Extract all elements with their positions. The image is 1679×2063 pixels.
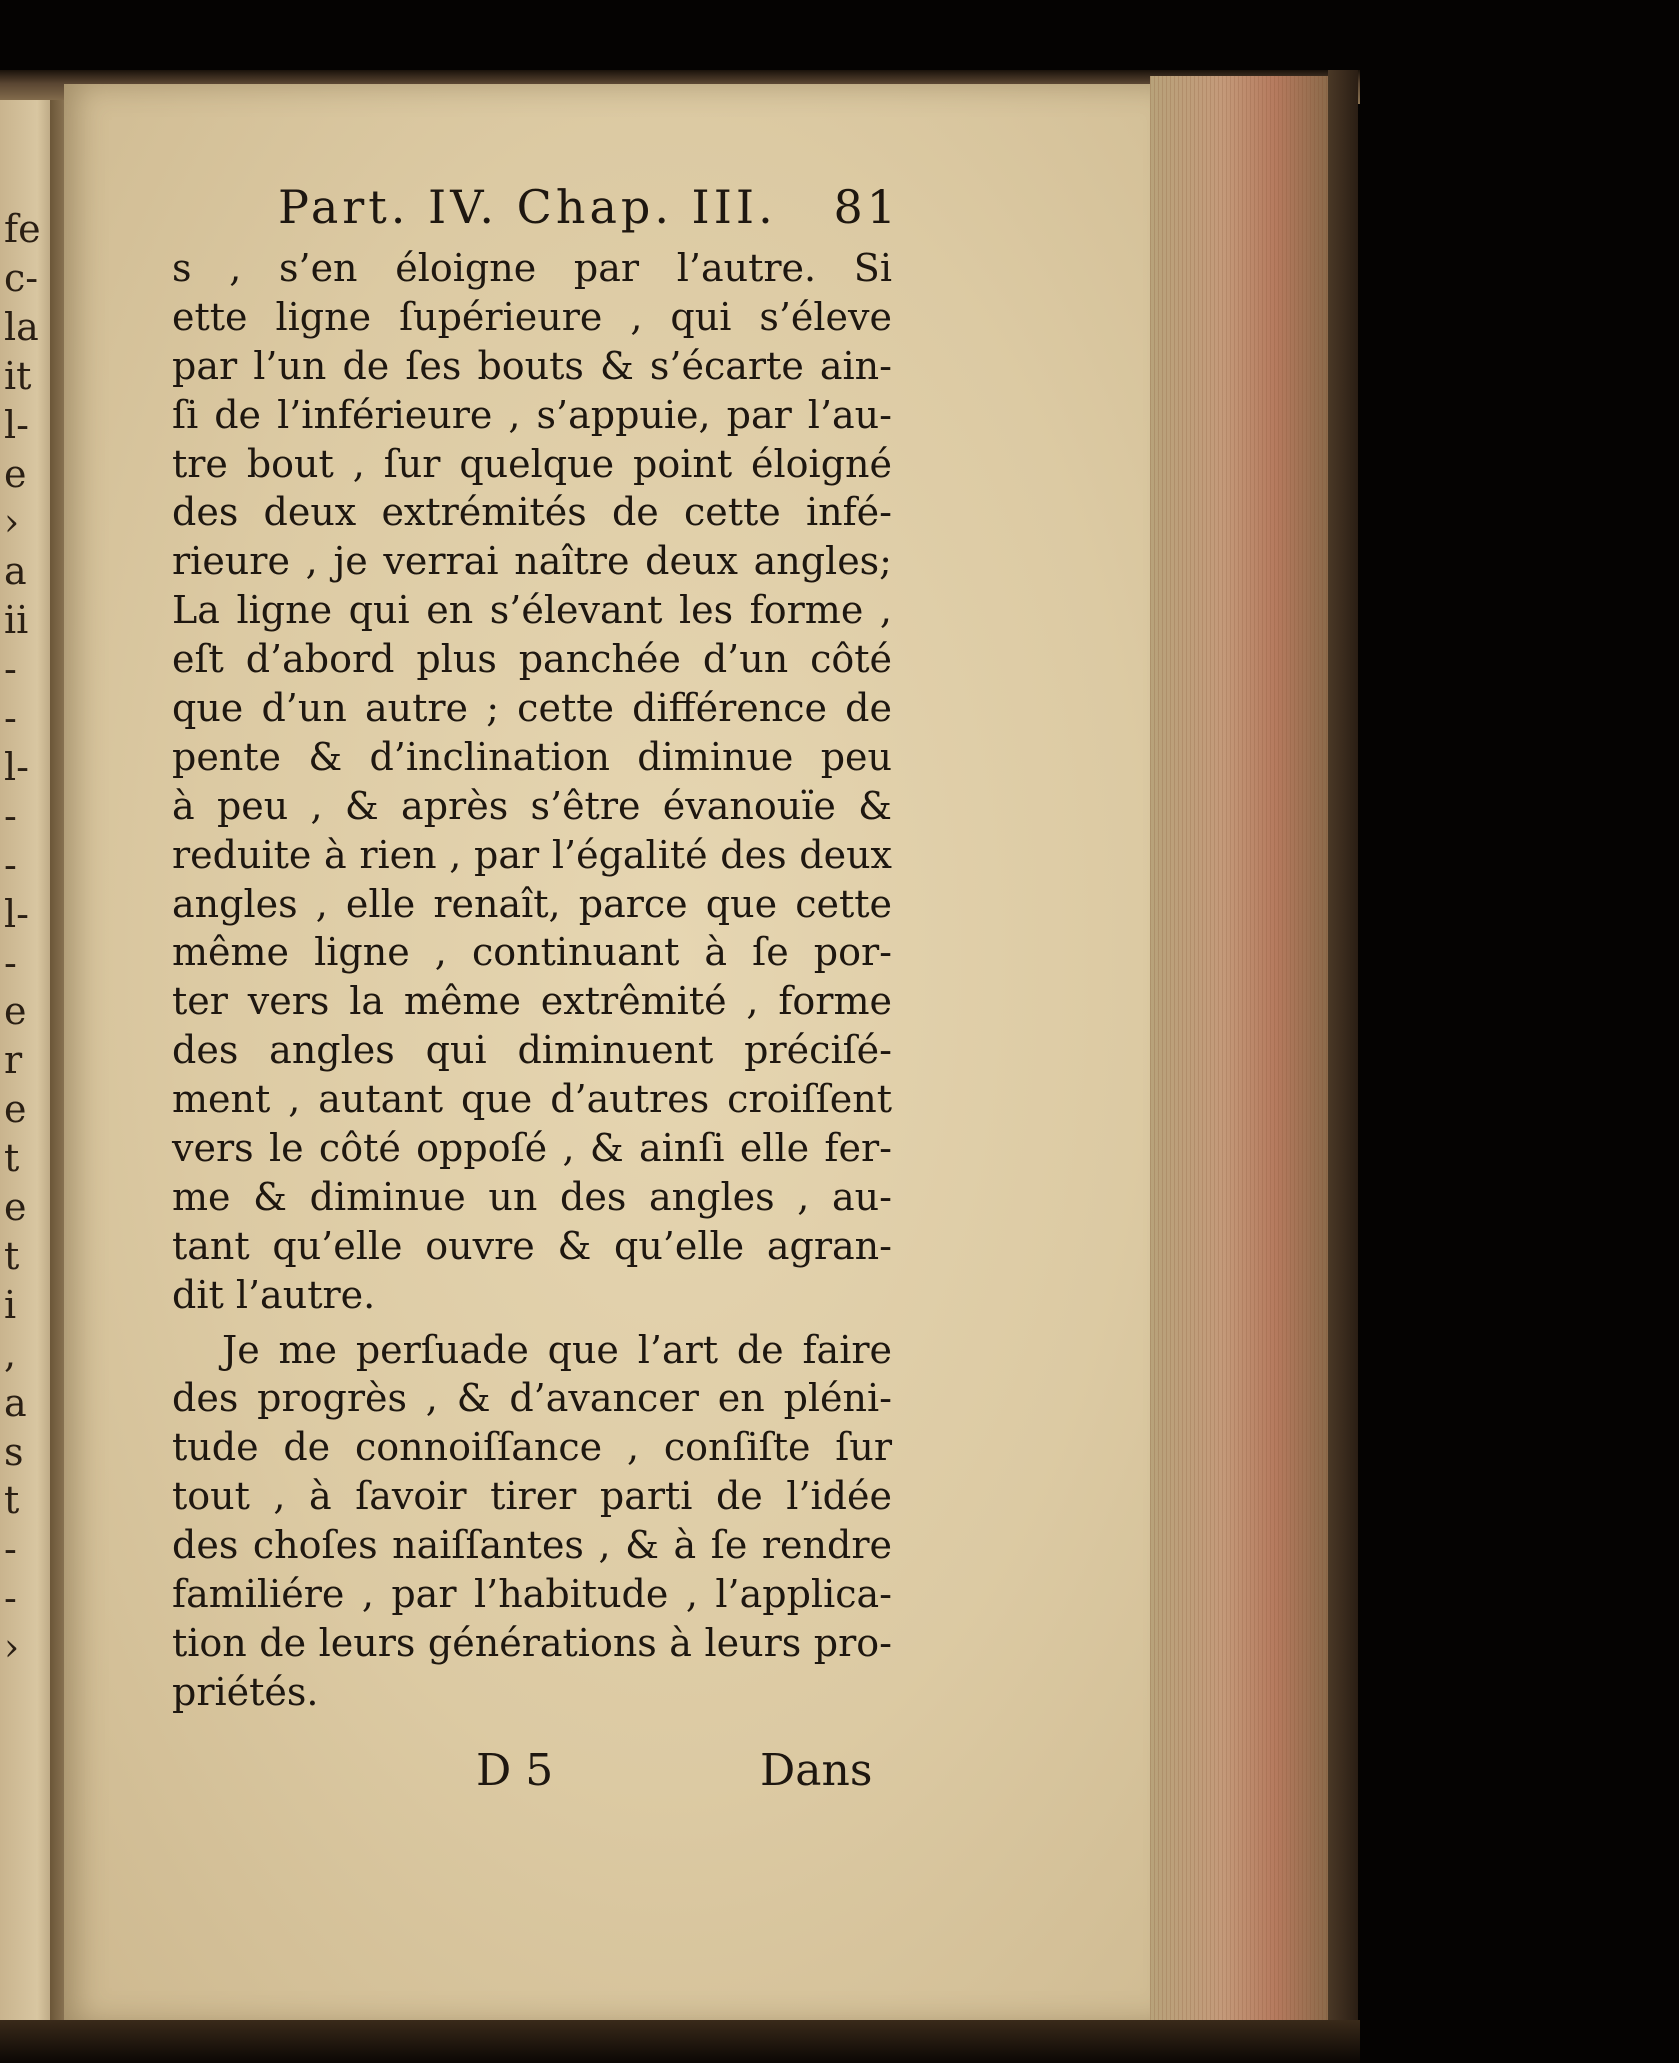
text-line: Je me perſuade que l’art de faire bbox=[222, 1327, 892, 1372]
text-line: dit l’autre. bbox=[172, 1272, 376, 1317]
margin-glyph: › bbox=[4, 1625, 20, 1670]
text-line: des deux extrémités de cette infé- bbox=[172, 490, 892, 535]
margin-glyph: › bbox=[4, 500, 20, 545]
margin-glyph: t bbox=[4, 1136, 20, 1181]
margin-glyph: e bbox=[4, 989, 27, 1034]
body-text bbox=[172, 244, 892, 1717]
margin-glyph: t bbox=[4, 1478, 20, 1523]
margin-glyph: fe bbox=[4, 207, 41, 251]
running-head-title: Part. IV. Chap. III. bbox=[278, 180, 777, 234]
margin-glyph: , bbox=[4, 1331, 17, 1376]
text-line: tant qu’elle ouvre & qu’elle agran- bbox=[172, 1223, 892, 1268]
text-line: me & diminue un des angles , au- bbox=[172, 1174, 892, 1219]
text-line: familiére , par l’habitude , l’applica- bbox=[172, 1572, 892, 1617]
margin-glyph: s bbox=[4, 1429, 24, 1474]
text-line: angles , elle renaît, parce que cette bbox=[172, 881, 892, 926]
margin-glyph: l- bbox=[4, 744, 29, 789]
text-line: des choſes naiſſantes , & à ſe rendre bbox=[172, 1523, 892, 1568]
text-line: tion de leurs générations à leurs pro- bbox=[172, 1620, 892, 1665]
text-line: à peu , & après s’être évanouïe & bbox=[172, 783, 892, 828]
margin-glyph: e bbox=[4, 1087, 27, 1132]
book-bottom-edge bbox=[0, 2020, 1360, 2063]
margin-glyph: - bbox=[4, 1576, 17, 1621]
paragraph-1 bbox=[172, 244, 892, 1320]
text-line: eſt d’abord plus panchée d’un côté bbox=[172, 637, 892, 682]
page-block-edges bbox=[1150, 76, 1330, 2021]
text-line: s , s’en éloigne par l’autre. Si bbox=[172, 246, 892, 290]
text-line: des angles qui diminuent préciſé- bbox=[172, 1028, 892, 1073]
text-line: La ligne qui en s’élevant les forme , bbox=[172, 588, 892, 633]
text-line: priétés. bbox=[172, 1669, 319, 1714]
margin-glyph: - bbox=[4, 647, 17, 692]
paragraph-2 bbox=[172, 1326, 892, 1717]
margin-glyph: - bbox=[4, 1527, 17, 1572]
margin-glyph: - bbox=[4, 842, 17, 887]
text-line: même ligne , continuant à ſe por- bbox=[172, 930, 892, 975]
margin-glyph: - bbox=[4, 793, 17, 838]
text-line: ſi de l’inférieure , s’appuie, par l’au- bbox=[172, 392, 892, 437]
margin-glyph: i bbox=[4, 1282, 17, 1327]
text-line: tre bout , ſur quelque point éloigné bbox=[172, 441, 892, 486]
text-line: tout , à ſavoir tirer parti de l’idée bbox=[172, 1474, 892, 1519]
text-line: ment , autant que d’autres croiſſent bbox=[172, 1077, 892, 1122]
text-line: rieure , je verrai naître deux angles; bbox=[172, 539, 892, 584]
margin-glyph: l- bbox=[4, 891, 29, 936]
margin-glyph: c- bbox=[4, 255, 39, 300]
margin-glyph: a bbox=[4, 549, 27, 594]
text-line: ette ligne ſupérieure , qui s’éleve bbox=[172, 294, 892, 339]
margin-glyph: ii bbox=[4, 598, 29, 643]
text-line: que d’un autre ; cette différence de bbox=[172, 686, 892, 731]
margin-glyph: la bbox=[4, 304, 39, 349]
margin-glyph: e bbox=[4, 451, 27, 496]
text-line: des progrès , & d’avancer en pléni- bbox=[172, 1376, 892, 1421]
margin-glyph: - bbox=[4, 696, 17, 740]
book-cover-edge bbox=[1328, 70, 1358, 2030]
text-line: ter vers la même extrêmité , forme bbox=[172, 979, 892, 1024]
margin-glyph: - bbox=[4, 940, 17, 985]
text-line: par l’un de ſes bouts & s’écarte ain- bbox=[172, 343, 892, 388]
margin-glyph: l- bbox=[4, 402, 29, 447]
margin-glyph: it bbox=[4, 353, 32, 398]
text-line: vers le côté oppoſé , & ainſi elle fer- bbox=[172, 1126, 892, 1171]
text-line: tude de connoiſſance , conſiſte ſur bbox=[172, 1425, 892, 1470]
text-line: pente & d’inclination diminue peu bbox=[172, 734, 892, 779]
margin-glyph: e bbox=[4, 1185, 27, 1229]
margin-glyph: a bbox=[4, 1380, 27, 1425]
text-line: reduite à rien , par l’égalité des deux bbox=[172, 832, 892, 877]
signature-mark: D 5 bbox=[476, 1745, 554, 1796]
margin-glyph: r bbox=[4, 1038, 23, 1083]
page-number: 81 bbox=[833, 180, 900, 234]
catchword: Dans bbox=[760, 1745, 873, 1796]
margin-glyph: t bbox=[4, 1233, 20, 1278]
